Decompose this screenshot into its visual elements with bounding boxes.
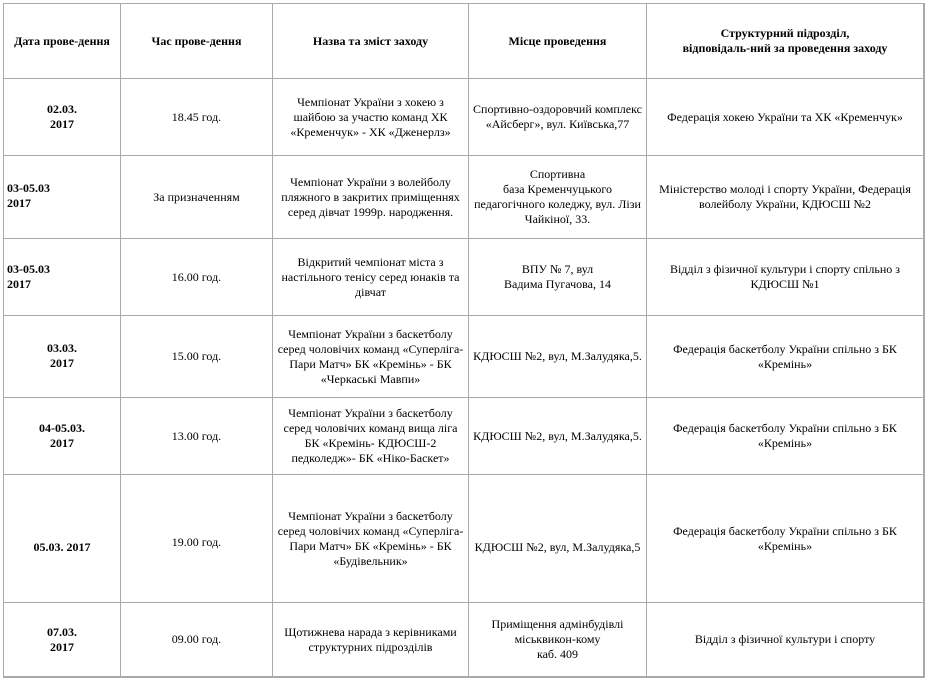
cell-place: Спортивна база Кременчуцького педагогічного коледжу, вул. Лізи Чайкіної, 33. (469, 156, 647, 239)
cell-responsible-unit: Відділ з фізичної культури і спорту спільно з КДЮСШ №1 (647, 239, 924, 316)
cell-event-name: Відкритий чемпіонат міста з настільного тенісу серед юнаків та дівчат (273, 239, 469, 316)
header-date: Дата прове-дення (4, 4, 121, 79)
cell-place: КДЮСШ №2, вул, М.Залудяка,5 (469, 475, 647, 603)
events-table (3, 3, 925, 678)
cell-event-name: Чемпіонат України з баскетболу серед чоловічих команд «Суперліга-Пари Матч» БК «Кремінь» - БК «Черкаські Мавпи» (273, 316, 469, 398)
table-header-row (4, 4, 924, 79)
cell-place: КДЮСШ №2, вул, М.Залудяка,5. (469, 398, 647, 475)
table-row (4, 156, 924, 239)
table-row (4, 316, 924, 398)
cell-time: 13.00 год. (121, 398, 273, 475)
cell-time: 15.00 год. (121, 316, 273, 398)
cell-event-name: Чемпіонат України з баскетболу серед чоловічих команд «Суперліга-Пари Матч» БК «Кремінь» - БК «Будівельник» (273, 475, 469, 603)
cell-date: 07.03. 2017 (4, 603, 121, 677)
header-time: Час прове-дення (121, 4, 273, 79)
cell-place: Спортивно-оздоровчий комплекс «Айсберг», вул. Київська,77 (469, 79, 647, 156)
cell-place: ВПУ № 7, вул Вадима Пугачова, 14 (469, 239, 647, 316)
cell-time: За призначенням (121, 156, 273, 239)
header-event-name: Назва та зміст заходу (273, 4, 469, 79)
table-row (4, 239, 924, 316)
cell-responsible-unit: Федерація хокею України та ХК «Кременчук» (647, 79, 924, 156)
cell-event-name: Чемпіонат України з волейболу пляжного в закритих приміщеннях серед дівчат 1999р. народження. (273, 156, 469, 239)
cell-date: 03-05.03 2017 (4, 239, 121, 316)
table-row (4, 475, 924, 603)
cell-responsible-unit: Федерація баскетболу України спільно з БК «Кремінь» (647, 316, 924, 398)
cell-place: Приміщення адмінбудівлі міськвикон-кому каб. 409 (469, 603, 647, 677)
header-place: Місце проведення (469, 4, 647, 79)
cell-time: 19.00 год. (121, 475, 273, 603)
cell-event-name: Щотижнева нарада з керівниками структурних підрозділів (273, 603, 469, 677)
cell-date: 02.03. 2017 (4, 79, 121, 156)
header-responsible-unit: Структурний підрозділ, відповідаль-ний за проведення заходу (647, 4, 924, 79)
cell-event-name: Чемпіонат України з хокею з шайбою за участю команд ХК «Кременчук» - ХК «Дженерлз» (273, 79, 469, 156)
cell-responsible-unit: Федерація баскетболу України спільно з БК «Кремінь» (647, 398, 924, 475)
cell-time: 16.00 год. (121, 239, 273, 316)
cell-date: 04-05.03. 2017 (4, 398, 121, 475)
table-row (4, 79, 924, 156)
cell-responsible-unit: Федерація баскетболу України спільно з БК «Кремінь» (647, 475, 924, 603)
cell-responsible-unit: Відділ з фізичної культури і спорту (647, 603, 924, 677)
cell-date: 03.03. 2017 (4, 316, 121, 398)
table-row (4, 398, 924, 475)
cell-event-name: Чемпіонат України з баскетболу серед чоловічих команд вища ліга БК «Кремінь- КДЮСШ-2 педколедж»- БК «Ніко-Баскет» (273, 398, 469, 475)
cell-time: 18.45 год. (121, 79, 273, 156)
cell-time: 09.00 год. (121, 603, 273, 677)
cell-responsible-unit: Міністерство молоді і спорту України, Федерація волейболу України, КДЮСШ №2 (647, 156, 924, 239)
table-row (4, 603, 924, 677)
cell-place: КДЮСШ №2, вул, М.Залудяка,5. (469, 316, 647, 398)
cell-date: 05.03. 2017 (4, 475, 121, 603)
cell-date: 03-05.03 2017 (4, 156, 121, 239)
